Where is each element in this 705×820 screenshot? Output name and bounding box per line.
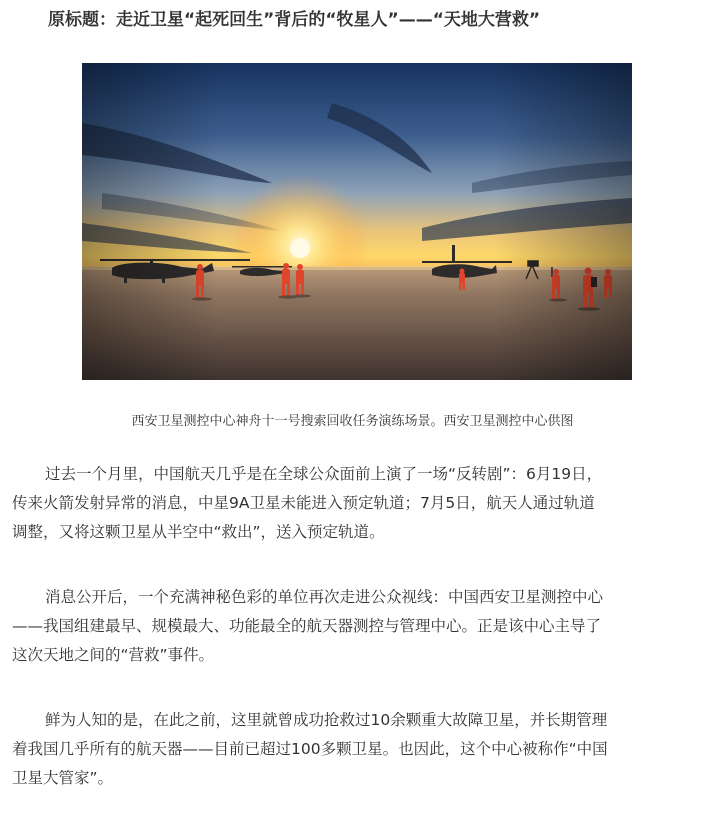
article-paragraph-1	[12, 460, 700, 547]
paragraph-line: 传来火箭发射异常的消息，中星9A卫星未能进入预定轨道；7月5日，航天人通过轨道	[12, 494, 595, 512]
article-paragraph-2	[12, 583, 700, 670]
vignette	[82, 63, 632, 380]
paragraph-line: ——我国组建最早、规模最大、功能最全的航天器测控与管理中心。正是该中心主导了	[12, 617, 602, 635]
paragraph-line: 消息公开后，一个充满神秘色彩的单位再次走进公众视线：中国西安卫星测控中心	[45, 588, 604, 606]
paragraph-line: 这次天地之间的“营救”事件。	[12, 646, 215, 664]
paragraph-line: 着我国几乎所有的航天器——目前已超过100多颗卫星。也因此，这个中心被称作“中国	[12, 740, 608, 758]
paragraph-line: 调整，又将这颗卫星从半空中“救出”，送入预定轨道。	[12, 523, 385, 541]
article-photo	[82, 63, 632, 380]
paragraph-line: 过去一个月里，中国航天几乎是在全球公众面前上演了一场“反转剧”：6月19日，	[45, 465, 603, 483]
article-title: 原标题：走近卫星“起死回生”背后的“牧星人”——“天地大营救”	[48, 10, 541, 30]
paragraph-line: 卫星大管家”。	[12, 769, 114, 787]
paragraph-line: 鲜为人知的是，在此之前，这里就曾成功抢救过10余颗重大故障卫星，并长期管理	[45, 711, 608, 729]
sunrise-desert-recovery-scene	[82, 63, 632, 380]
article-paragraph-3	[12, 706, 700, 793]
photo-caption: 西安卫星测控中心神舟十一号搜索回收任务演练场景。西安卫星测控中心供图	[131, 414, 574, 429]
